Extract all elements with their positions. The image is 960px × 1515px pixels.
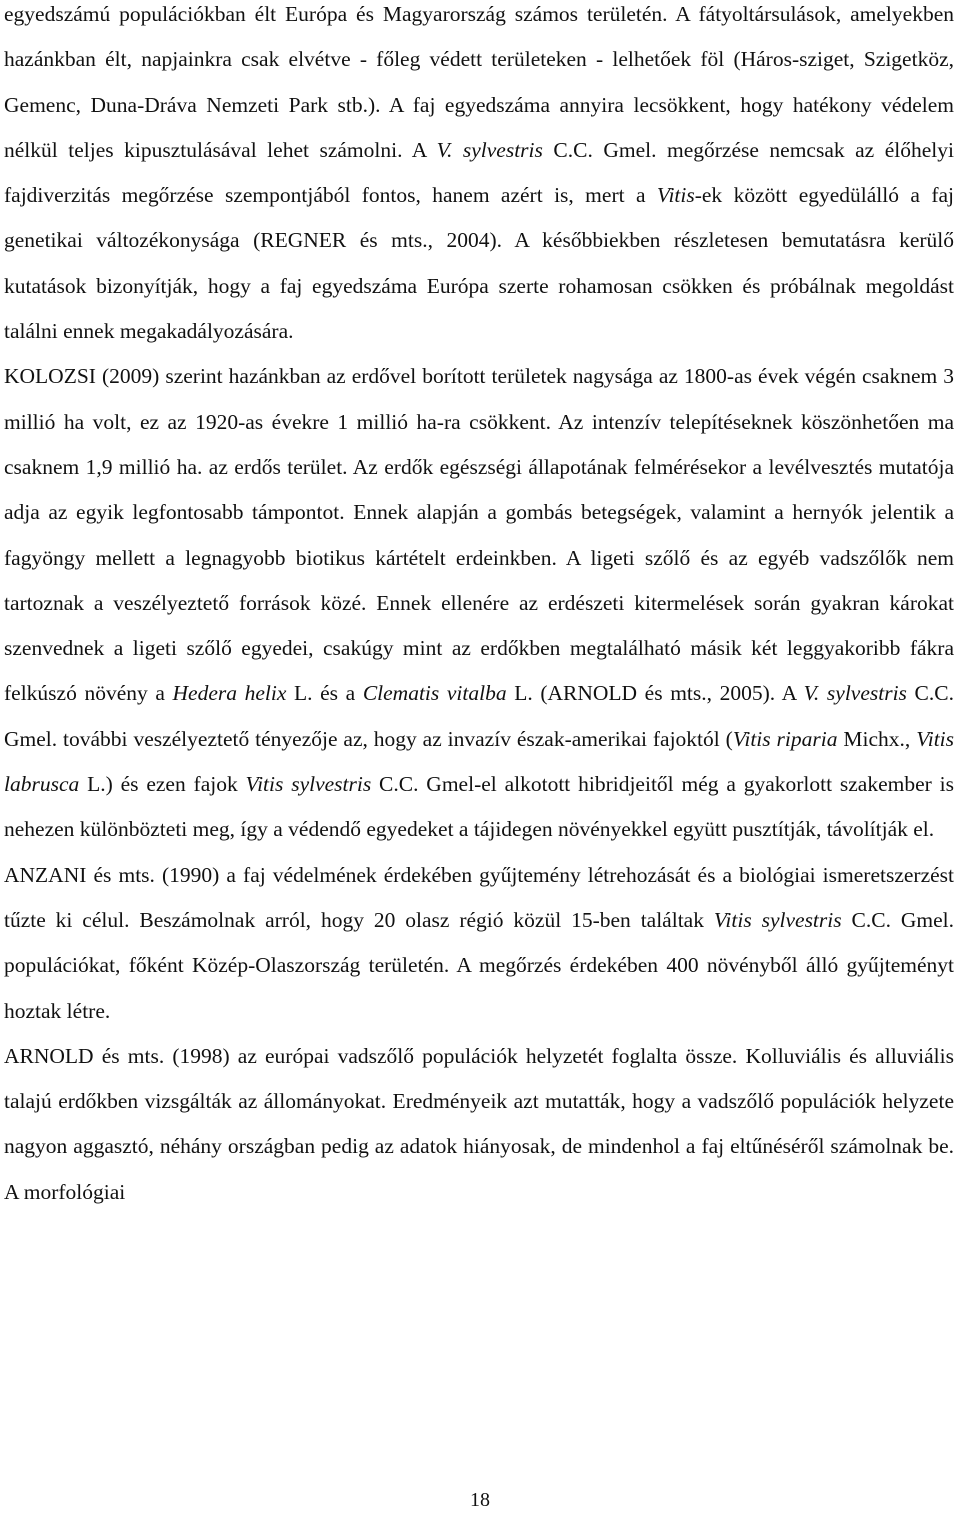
italic-text-run: V. sylvestris	[436, 137, 543, 162]
paragraph-3	[4, 853, 954, 1034]
italic-text-run: Vitis sylvestris	[713, 907, 842, 932]
paragraph-2	[4, 354, 954, 852]
italic-text-run: Hedera helix	[172, 681, 287, 706]
italic-text-run: Vitis labrusca	[4, 726, 955, 797]
text-run: C.C. Gmel. megőrzése nemcsak az élőhelyi fajdiverzitás megőrzése szempontjából fontos, hanem azért is, mert a	[4, 137, 954, 208]
text-run: ANZANI és mts. (1990) a faj védelmének érdekében gyűjtemény létrehozását és a biológiai ismeretszerzést tűzte ki célul. Beszámolnak arról, hogy 20 olasz régió közül 15-ben találtak	[4, 862, 954, 932]
italic-text-run: Vitis riparia	[732, 726, 838, 751]
text-run: L.) és ezen fajok	[79, 772, 246, 797]
text-run: egyedszámú populációkban élt Európa és Magyarország számos területén. A fátyoltársulások, amelyekben hazánkban élt, napjainkra csak elvétve - főleg védett területeken - lelhetőek föl (Háros-sziget, Szigetköz, Gemenc, Duna-Dráva Nemzeti Park stb.). A faj egyedszáma annyira lecsökkent, hogy hatékony védelem nélkül teljes kipusztulásával lehet számolni. A	[4, 2, 954, 162]
text-run: ARNOLD és mts. (1998) az európai vadszőlő populációk helyzetét foglalta össze. Kolluviális és alluviális talajú erdőkben vizsgálták az állományokat. Eredményeik azt mutatták, hogy a vadszőlő populációk helyzete nagyon aggasztó, néhány országban pedig az adatok hiányosak, de mindenhol a faj eltűnéséről számolnak be. A morfológiai	[4, 1043, 954, 1204]
text-run: Michx.,	[837, 726, 917, 751]
italic-text-run: Vitis	[656, 183, 695, 208]
text-run: L. és a	[286, 681, 363, 706]
document-page	[4, 0, 954, 1215]
paragraph-4	[4, 1034, 954, 1215]
text-run: KOLOZSI (2009) szerint hazánkban az erdővel borított területek nagysága az 1800-as évek végén csaknem 3 millió ha volt, ez az 1920-as évekre 1 millió ha-ra csökkent. Az intenzív telepítéseknek köszönhetően ma csaknem 1,9 millió ha. az erdős terület. Az erdők egészségi állapotának felmérésekor a levélvesztés mutatója adja az egyik legfontosabb támpontot. Ennek alapján a gombás betegségek, valamint a hernyók jelentik a fagyöngy mellett a legnagyobb biotikus kártételt erdeinkben. A ligeti szőlő és az egyéb vadszőlők nem tartoznak a veszélyeztető források közé. Ennek ellenére az erdészeti kitermelések során gyakran károkat szenvednek a ligeti szőlő egyedei, csakúgy mint az erdőkben megtalálható másik két leggyakoribb fákra felkúszó növény a	[4, 364, 954, 706]
text-run: C.C. Gmel-el alkotott hibridjeitől még a gyakorlott szakember is nehezen különbözteti meg, így a védendő egyedeket a tájidegen növényekkel együtt pusztítják, távolítják el.	[4, 772, 954, 842]
italic-text-run: Clematis vitalba	[362, 681, 507, 706]
text-run: C.C. Gmel. populációkat, főként Közép-Olaszország területén. A megőrzés érdekében 400 növényből álló gyűjteményt hoztak létre.	[4, 907, 955, 1023]
text-run: C.C. Gmel. további veszélyeztető tényezője az, hogy az invazív észak-amerikai fajoktól (	[4, 681, 954, 751]
page-number: 18	[470, 1489, 490, 1511]
text-run: L. (ARNOLD és mts., 2005). A	[506, 681, 804, 706]
paragraph-1	[4, 0, 954, 354]
text-run: -ek között egyedülálló a faj genetikai változékonysága (REGNER és mts., 2004). A későbbiekben részletesen bemutatásra kerülő kutatások bizonyítják, hogy a faj egyedszáma Európa szerte rohamosan csökken és próbálnak megoldást találni ennek megakadályozására.	[4, 183, 954, 344]
italic-text-run: Vitis sylvestris	[245, 772, 372, 797]
italic-text-run: V. sylvestris	[803, 681, 907, 706]
